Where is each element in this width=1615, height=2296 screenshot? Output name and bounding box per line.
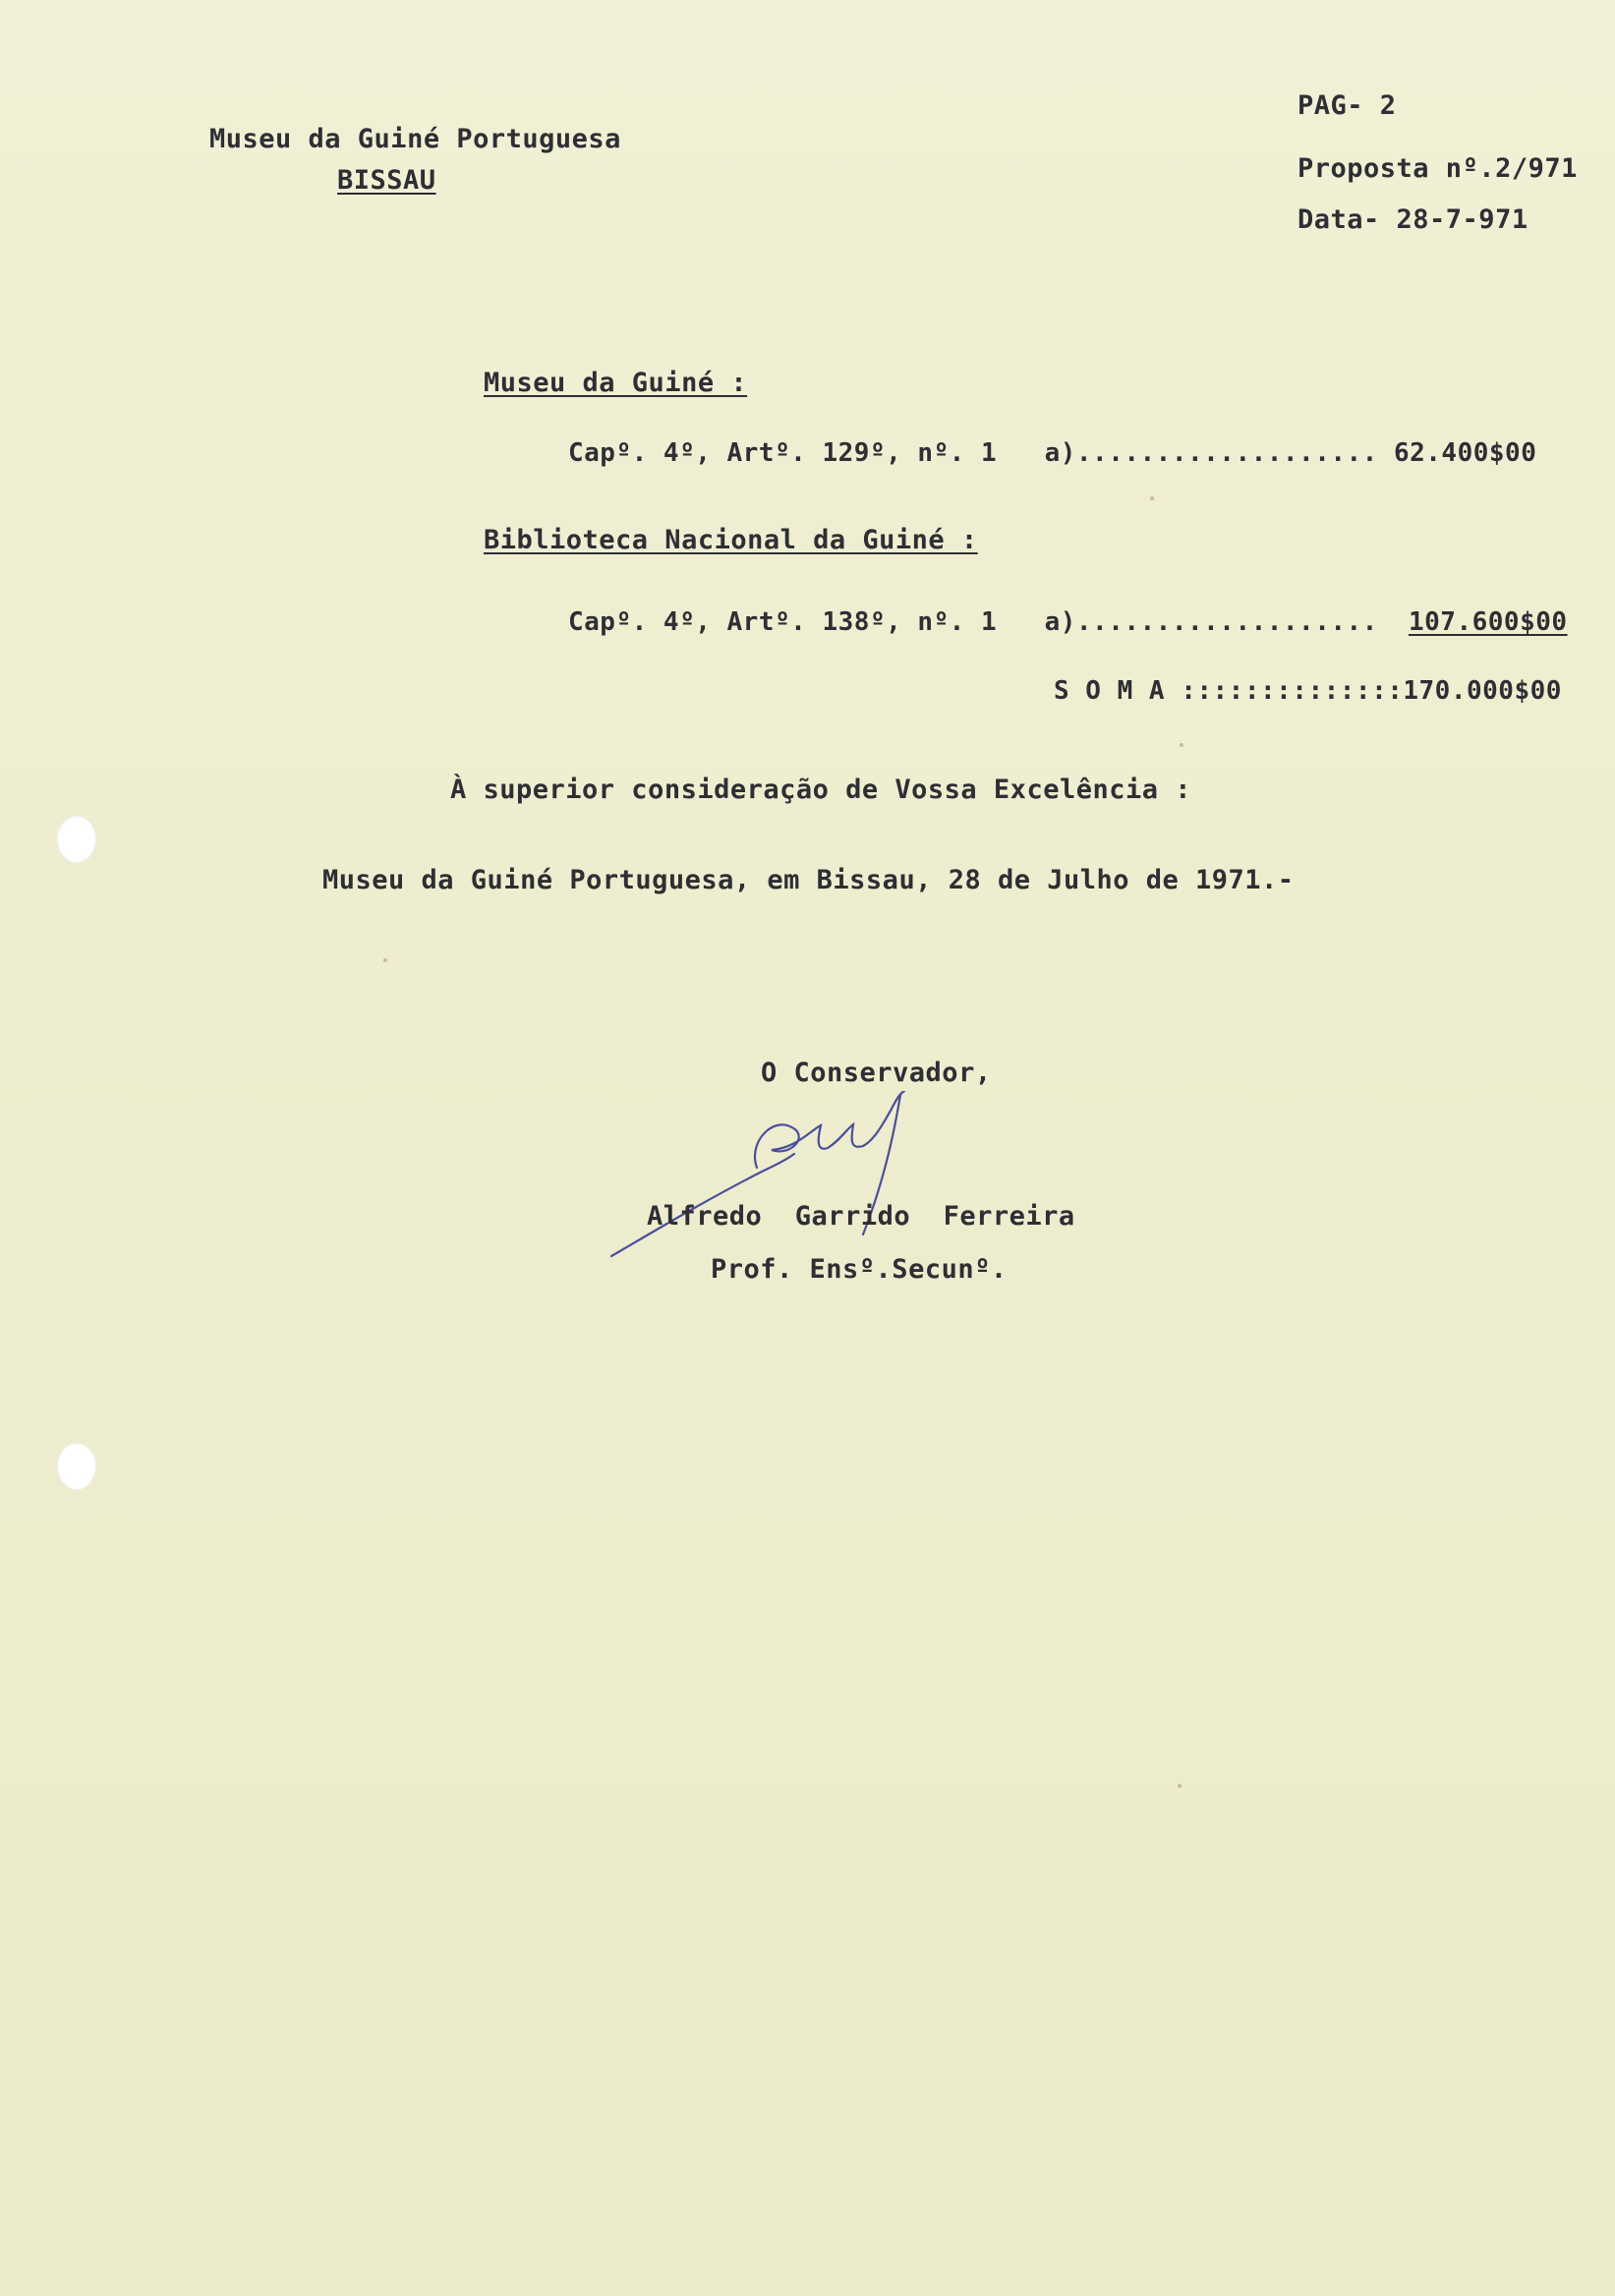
paper-speck [1180, 743, 1183, 747]
signatory-title: Prof. Ensº.Secunº. [711, 1254, 1008, 1285]
paper-speck [1178, 1784, 1182, 1788]
entry-heading-museum: Museu da Guiné : [484, 368, 748, 398]
entry-amount-library: 107.600$00 [1409, 607, 1568, 637]
entry-line-library: Capº. 4º, Artº. 138º, nº. 1 a)................... [568, 607, 1378, 637]
page-number: PAG- 2 [1298, 90, 1397, 121]
punch-hole-top [57, 816, 96, 863]
punch-hole-bottom [57, 1443, 96, 1490]
entry-heading-library: Biblioteca Nacional da Guiné : [484, 525, 978, 555]
institution-name: Museu da Guiné Portuguesa [209, 124, 621, 154]
paper-speck [1150, 496, 1154, 500]
proposal-number: Proposta nº.2/971 [1298, 153, 1578, 184]
institution-city: BISSAU [337, 165, 436, 196]
signatory-role: O Conservador, [761, 1058, 992, 1088]
signatory-name: Alfredo Garrido Ferreira [647, 1201, 1075, 1232]
consideration-line: À superior consideração de Vossa Excelência : [450, 775, 1191, 805]
proposal-date: Data- 28-7-971 [1298, 204, 1528, 235]
handwritten-signature [600, 1091, 1012, 1268]
entry-line-museum: Capº. 4º, Artº. 129º, nº. 1 a)................... 62.400$00 [568, 438, 1537, 468]
total-sum: S O M A ::::::::::::::170.000$00 [1054, 676, 1562, 706]
place-date-line: Museu da Guiné Portuguesa, em Bissau, 28 de Julho de 1971.- [322, 865, 1295, 895]
paper-speck [383, 958, 387, 962]
